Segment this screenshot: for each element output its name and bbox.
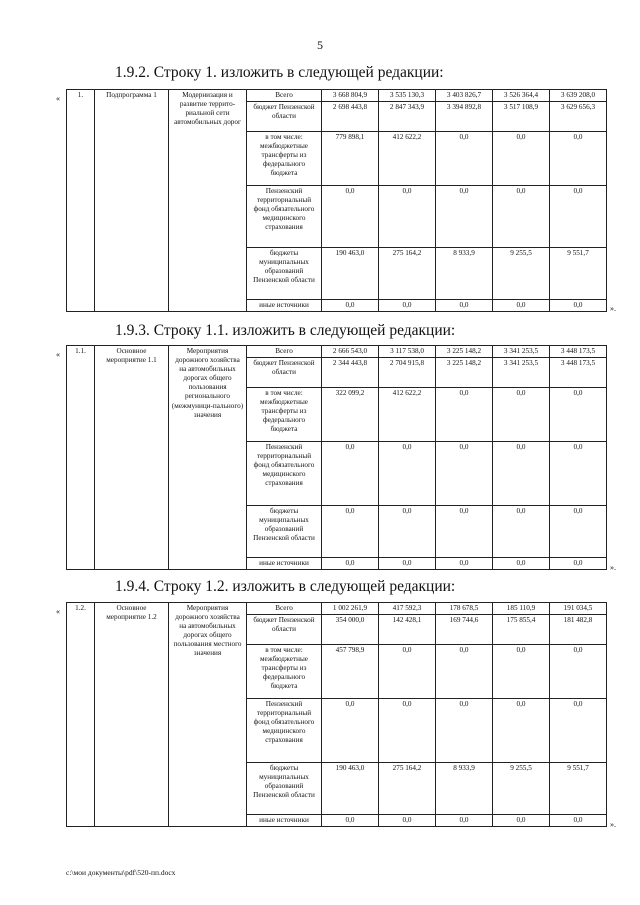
value-cell: 3 225 148,2 xyxy=(436,346,493,358)
funding-source: бюджеты муниципальных образований Пензенской области xyxy=(247,763,322,815)
funding-source: Всего xyxy=(247,346,322,358)
value-cell: 779 898,1 xyxy=(322,132,379,186)
value-cell: 3 526 364,4 xyxy=(493,90,550,102)
value-cell: 0,0 xyxy=(493,300,550,312)
value-cell: 0,0 xyxy=(550,815,607,827)
funding-source: Всего xyxy=(247,90,322,102)
funding-source: бюджет Пензенской области xyxy=(247,358,322,388)
row-name: Подпрограмма 1 xyxy=(95,90,169,312)
value-cell: 0,0 xyxy=(550,186,607,248)
close-quote: ». xyxy=(610,563,616,572)
value-cell: 0,0 xyxy=(379,645,436,699)
value-cell: 2 704 915,8 xyxy=(379,358,436,388)
row-number: 1. xyxy=(67,90,95,312)
value-cell: 354 000,0 xyxy=(322,615,379,645)
value-cell: 0,0 xyxy=(379,558,436,570)
value-cell: 9 551,7 xyxy=(550,763,607,815)
value-cell: 3 517 108,9 xyxy=(493,102,550,132)
footer-file-path: c:\мои документы\pdf\520-пп.docx xyxy=(66,868,176,877)
funding-source: в том числе: межбюджетные трансферты из федерального бюджета xyxy=(247,645,322,699)
value-cell: 0,0 xyxy=(436,645,493,699)
value-cell: 3 629 656,3 xyxy=(550,102,607,132)
row-number: 1.1. xyxy=(67,346,95,570)
value-cell: 0,0 xyxy=(436,442,493,506)
value-cell: 0,0 xyxy=(436,506,493,558)
value-cell: 190 463,0 xyxy=(322,248,379,300)
value-cell: 0,0 xyxy=(322,442,379,506)
value-cell: 0,0 xyxy=(550,506,607,558)
resource-table xyxy=(66,89,607,312)
funding-source: иные источники xyxy=(247,300,322,312)
value-cell: 0,0 xyxy=(322,558,379,570)
value-cell: 190 463,0 xyxy=(322,763,379,815)
value-cell: 0,0 xyxy=(493,442,550,506)
funding-source: бюджеты муниципальных образований Пензенской области xyxy=(247,506,322,558)
value-cell: 3 639 208,0 xyxy=(550,90,607,102)
value-cell: 3 535 130,3 xyxy=(379,90,436,102)
value-cell: 185 110,9 xyxy=(493,603,550,615)
open-quote: « xyxy=(56,94,60,103)
value-cell: 275 164,2 xyxy=(379,763,436,815)
value-cell: 0,0 xyxy=(322,506,379,558)
value-cell: 3 341 253,5 xyxy=(493,346,550,358)
value-cell: 3 448 173,5 xyxy=(550,358,607,388)
section-title: 1.9.4. Строку 1.2. изложить в следующей редакции: xyxy=(115,578,456,595)
value-cell: 0,0 xyxy=(493,132,550,186)
row-name: Основное мероприятие 1.1 xyxy=(95,346,169,570)
funding-source: Пензенский территориальный фонд обязательного медицинского страхования xyxy=(247,699,322,763)
value-cell: 275 164,2 xyxy=(379,248,436,300)
value-cell: 9 551,7 xyxy=(550,248,607,300)
value-cell: 0,0 xyxy=(379,442,436,506)
row-description: Модернизация и развитие террито-риальной сети автомобильных дорог xyxy=(169,90,247,312)
value-cell: 178 678,5 xyxy=(436,603,493,615)
page-number: 5 xyxy=(317,38,323,52)
value-cell: 3 117 538,0 xyxy=(379,346,436,358)
section-title: 1.9.2. Строку 1. изложить в следующей редакции: xyxy=(115,64,444,81)
funding-source: Пензенский территориальный фонд обязательного медицинского страхования xyxy=(247,186,322,248)
row-description: Мероприятия дорожного хозяйства на автомобильных дорогах общего пользования регионального (межмуници-пального) значения xyxy=(169,346,247,570)
funding-source: иные источники xyxy=(247,815,322,827)
value-cell: 0,0 xyxy=(436,300,493,312)
value-cell: 191 034,5 xyxy=(550,603,607,615)
resource-table xyxy=(66,345,607,570)
value-cell: 412 622,2 xyxy=(379,132,436,186)
value-cell: 0,0 xyxy=(493,506,550,558)
value-cell: 0,0 xyxy=(436,388,493,442)
value-cell: 181 482,8 xyxy=(550,615,607,645)
value-cell: 0,0 xyxy=(379,815,436,827)
value-cell: 2 847 343,9 xyxy=(379,102,436,132)
section-title: 1.9.3. Строку 1.1. изложить в следующей редакции: xyxy=(115,322,456,339)
value-cell: 0,0 xyxy=(550,645,607,699)
value-cell: 322 099,2 xyxy=(322,388,379,442)
value-cell: 0,0 xyxy=(493,186,550,248)
row-name: Основное мероприятие 1.2 xyxy=(95,603,169,827)
resource-table xyxy=(66,602,607,827)
open-quote: « xyxy=(56,350,60,359)
row-description: Мероприятия дорожного хозяйства на автомобильных дорогах общего пользования местного значения xyxy=(169,603,247,827)
value-cell: 0,0 xyxy=(550,442,607,506)
funding-source: Всего xyxy=(247,603,322,615)
row-number: 1.2. xyxy=(67,603,95,827)
value-cell: 3 394 892,8 xyxy=(436,102,493,132)
value-cell: 0,0 xyxy=(550,558,607,570)
value-cell: 0,0 xyxy=(379,300,436,312)
value-cell: 412 622,2 xyxy=(379,388,436,442)
value-cell: 0,0 xyxy=(550,699,607,763)
value-cell: 142 428,1 xyxy=(379,615,436,645)
value-cell: 0,0 xyxy=(322,300,379,312)
value-cell: 457 798,9 xyxy=(322,645,379,699)
value-cell: 0,0 xyxy=(379,699,436,763)
value-cell: 3 448 173,5 xyxy=(550,346,607,358)
value-cell: 0,0 xyxy=(550,300,607,312)
value-cell: 0,0 xyxy=(379,186,436,248)
value-cell: 3 403 826,7 xyxy=(436,90,493,102)
value-cell: 2 698 443,8 xyxy=(322,102,379,132)
value-cell: 0,0 xyxy=(493,388,550,442)
value-cell: 3 225 148,2 xyxy=(436,358,493,388)
value-cell: 9 255,5 xyxy=(493,248,550,300)
funding-source: бюджеты муниципальных образований Пензенской области xyxy=(247,248,322,300)
value-cell: 8 933,9 xyxy=(436,763,493,815)
open-quote: « xyxy=(56,607,60,616)
value-cell: 0,0 xyxy=(322,186,379,248)
value-cell: 8 933,9 xyxy=(436,248,493,300)
value-cell: 0,0 xyxy=(379,506,436,558)
value-cell: 3 668 804,9 xyxy=(322,90,379,102)
value-cell: 0,0 xyxy=(436,558,493,570)
value-cell: 417 592,3 xyxy=(379,603,436,615)
funding-source: Пензенский территориальный фонд обязательного медицинского страхования xyxy=(247,442,322,506)
value-cell: 0,0 xyxy=(322,699,379,763)
value-cell: 0,0 xyxy=(322,815,379,827)
value-cell: 169 744,6 xyxy=(436,615,493,645)
value-cell: 0,0 xyxy=(436,186,493,248)
value-cell: 2 666 543,0 xyxy=(322,346,379,358)
funding-source: иные источники xyxy=(247,558,322,570)
close-quote: ». xyxy=(610,820,616,829)
funding-source: бюджет Пензенской области xyxy=(247,615,322,645)
value-cell: 9 255,5 xyxy=(493,763,550,815)
value-cell: 0,0 xyxy=(493,645,550,699)
funding-source: в том числе: межбюджетные трансферты из федерального бюджета xyxy=(247,388,322,442)
value-cell: 0,0 xyxy=(493,815,550,827)
value-cell: 2 344 443,8 xyxy=(322,358,379,388)
value-cell: 175 855,4 xyxy=(493,615,550,645)
value-cell: 3 341 253,5 xyxy=(493,358,550,388)
value-cell: 0,0 xyxy=(436,699,493,763)
value-cell: 0,0 xyxy=(436,815,493,827)
value-cell: 0,0 xyxy=(493,558,550,570)
value-cell: 0,0 xyxy=(550,132,607,186)
value-cell: 1 002 261,9 xyxy=(322,603,379,615)
funding-source: бюджет Пензенской области xyxy=(247,102,322,132)
value-cell: 0,0 xyxy=(493,699,550,763)
value-cell: 0,0 xyxy=(436,132,493,186)
close-quote: ». xyxy=(610,304,616,313)
funding-source: в том числе: межбюджетные трансферты из федерального бюджета xyxy=(247,132,322,186)
value-cell: 0,0 xyxy=(550,388,607,442)
